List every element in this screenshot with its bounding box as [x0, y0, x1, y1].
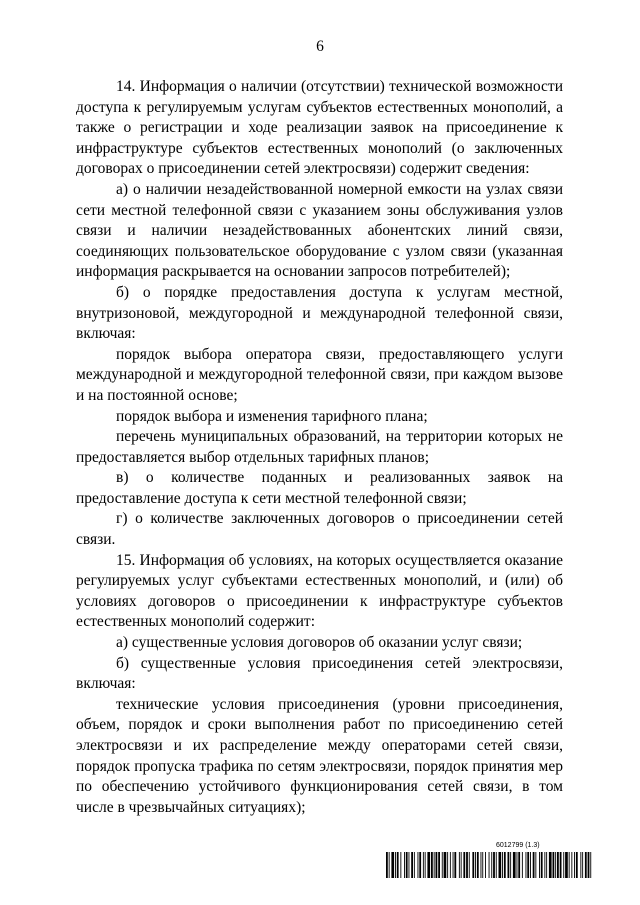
- barcode-bar: [447, 852, 448, 878]
- barcode-bar: [517, 852, 518, 878]
- barcode-bar: [411, 852, 413, 878]
- barcode-image: [386, 852, 593, 878]
- document-body: [76, 77, 563, 818]
- barcode-bar: [491, 852, 492, 878]
- barcode-bar: [493, 852, 495, 878]
- barcode-bar: [508, 852, 510, 878]
- barcode-bar: [397, 852, 399, 878]
- paragraph-15-b: б) существенные условия присоединения сетей электросвязи, включая:: [76, 654, 563, 693]
- paragraph-14-b-item-2: порядок выбора и изменения тарифного плана;: [116, 407, 428, 425]
- barcode-bar: [530, 852, 531, 878]
- paragraph-14-b: б) о порядке предоставления доступа к услугам местной, внутризоновой, междугородной и международной телефонной связи, включая:: [76, 283, 563, 343]
- barcode-bar: [461, 852, 462, 878]
- barcode-bar: [504, 852, 506, 878]
- barcode-bar: [438, 852, 440, 878]
- barcode-bar: [590, 852, 591, 878]
- barcode-bar: [475, 852, 476, 878]
- page-number: 6: [316, 38, 324, 55]
- barcode-bar: [450, 852, 451, 878]
- barcode-bar: [477, 852, 479, 878]
- barcode-bar: [582, 852, 583, 878]
- barcode-bar: [409, 852, 410, 878]
- barcode-bar: [555, 852, 556, 878]
- barcode-bar: [539, 852, 540, 878]
- barcode-bar: [485, 852, 486, 878]
- barcode-bar: [557, 852, 559, 878]
- barcode-bar: [569, 852, 570, 878]
- paragraph-14-a: а) о наличии незадействованной номерной емкости на узлах связи сети местной телефонной связи с указанием зоны обслуживания узлов связи и наличии незадействованных абонентских линий связи, соединяющих пользовательское оборудование с узлом связи (указанная информация раскрывается на основании запросов потребителей);: [76, 180, 563, 281]
- barcode-bar: [400, 852, 401, 878]
- barcode-bar: [510, 852, 511, 878]
- barcode-bar: [560, 852, 562, 878]
- barcode-bar: [513, 852, 516, 878]
- barcode-bar: [565, 852, 568, 878]
- barcode-bar: [427, 852, 430, 878]
- barcode-bar: [395, 852, 396, 878]
- paragraph-14-v: в) о количестве поданных и реализованных заявок на предоставление доступа к сети местной телефонной связи;: [76, 469, 563, 507]
- paragraph-14-g: г) о количестве заключенных договоров о присоединении сетей связи.: [76, 510, 563, 549]
- barcode-bar: [431, 852, 433, 878]
- barcode-bar: [389, 852, 390, 878]
- paragraph-14-b-item-1: порядок выбора оператора связи, предоставляющего услуги международной и междугородной телефонной связи, при каждом вызове и на постоянной основе;: [76, 345, 563, 404]
- barcode-bar: [574, 852, 575, 878]
- barcode-bar: [502, 852, 503, 878]
- barcode-bar: [553, 852, 555, 878]
- barcode-bar: [496, 852, 497, 878]
- barcode-bar: [442, 852, 443, 878]
- barcode-bar: [499, 852, 502, 878]
- barcode-bar: [472, 852, 474, 878]
- barcode-bar: [463, 852, 465, 878]
- barcode-bar: [489, 852, 490, 878]
- barcode-bar: [482, 852, 483, 878]
- barcode-bar: [481, 852, 482, 878]
- barcode-bar: [541, 852, 543, 878]
- paragraph-14: 14. Информация о наличии (отсутствии) технической возможности доступа к регулируемым услугам субъектов естественных монополий, а также о регистрации и ходе реализации заявок на присоединение к инфраструктуре субъектов естественных монополий (о заключенных договорах о присоединении сетей электросвязи) содержит сведения:: [76, 78, 563, 178]
- barcode-bar: [414, 852, 415, 878]
- barcode-bar: [571, 852, 572, 878]
- barcode-bar: [436, 852, 438, 878]
- barcode-bar: [522, 852, 523, 878]
- barcode-bar: [535, 852, 536, 878]
- barcode-bar: [459, 852, 460, 878]
- barcode-bar: [406, 852, 408, 878]
- barcode-bar: [576, 852, 578, 878]
- barcode-bar: [453, 852, 454, 878]
- barcode-bar: [418, 852, 419, 878]
- barcode-bar: [469, 852, 470, 878]
- barcode-bar: [391, 852, 394, 878]
- barcode-bar: [588, 852, 590, 878]
- barcode-bar: [444, 852, 447, 878]
- barcode-bar: [419, 852, 421, 878]
- barcode-bar: [527, 852, 529, 878]
- barcode-bar: [585, 852, 587, 878]
- barcode-bar: [404, 852, 405, 878]
- barcode-bar: [425, 852, 426, 878]
- barcode-bar: [544, 852, 545, 878]
- barcode-bar: [533, 852, 535, 878]
- barcode-bar: [386, 852, 388, 878]
- barcode-bar: [526, 852, 527, 878]
- paragraph-15-b-item-1: технические условия присоединения (уровни присоединения, объем, порядок и сроки выполнения работ по присоединению сетей электросвязи и их распределение между операторами сетей связи, порядок пропуска трафика по сетям электросвязи, порядок принятия мер по обеспечению устойчивого функционирования сетей связи, в том числе в чрезвычайных ситуациях);: [76, 695, 563, 816]
- barcode-bar: [434, 852, 435, 878]
- barcode-bar: [466, 852, 468, 878]
- barcode-bar: [518, 852, 520, 878]
- barcode-bar: [546, 852, 547, 878]
- paragraph-14-b-item-3: перечень муниципальных образований, на территории которых не предоставляется выбор отдельных тарифных планов;: [76, 428, 563, 466]
- barcode-bar: [563, 852, 564, 878]
- barcode-bar: [454, 852, 456, 878]
- barcode-bar: [423, 852, 424, 878]
- barcode-bar: [549, 852, 552, 878]
- barcode-block: [386, 842, 593, 880]
- paragraph-15-a: а) существенные условия договоров об оказании услуг связи;: [116, 634, 523, 652]
- barcode-bar: [580, 852, 581, 878]
- barcode-number: 6012799 (1.3): [496, 842, 540, 849]
- paragraph-15: 15. Информация об условиях, на которых осуществляется оказание регулируемых услуг субъектами естественных монополий, и (или) об условиях договоров о присоединении к инфраструктуре субъектов естественных монополий содержит:: [76, 551, 563, 631]
